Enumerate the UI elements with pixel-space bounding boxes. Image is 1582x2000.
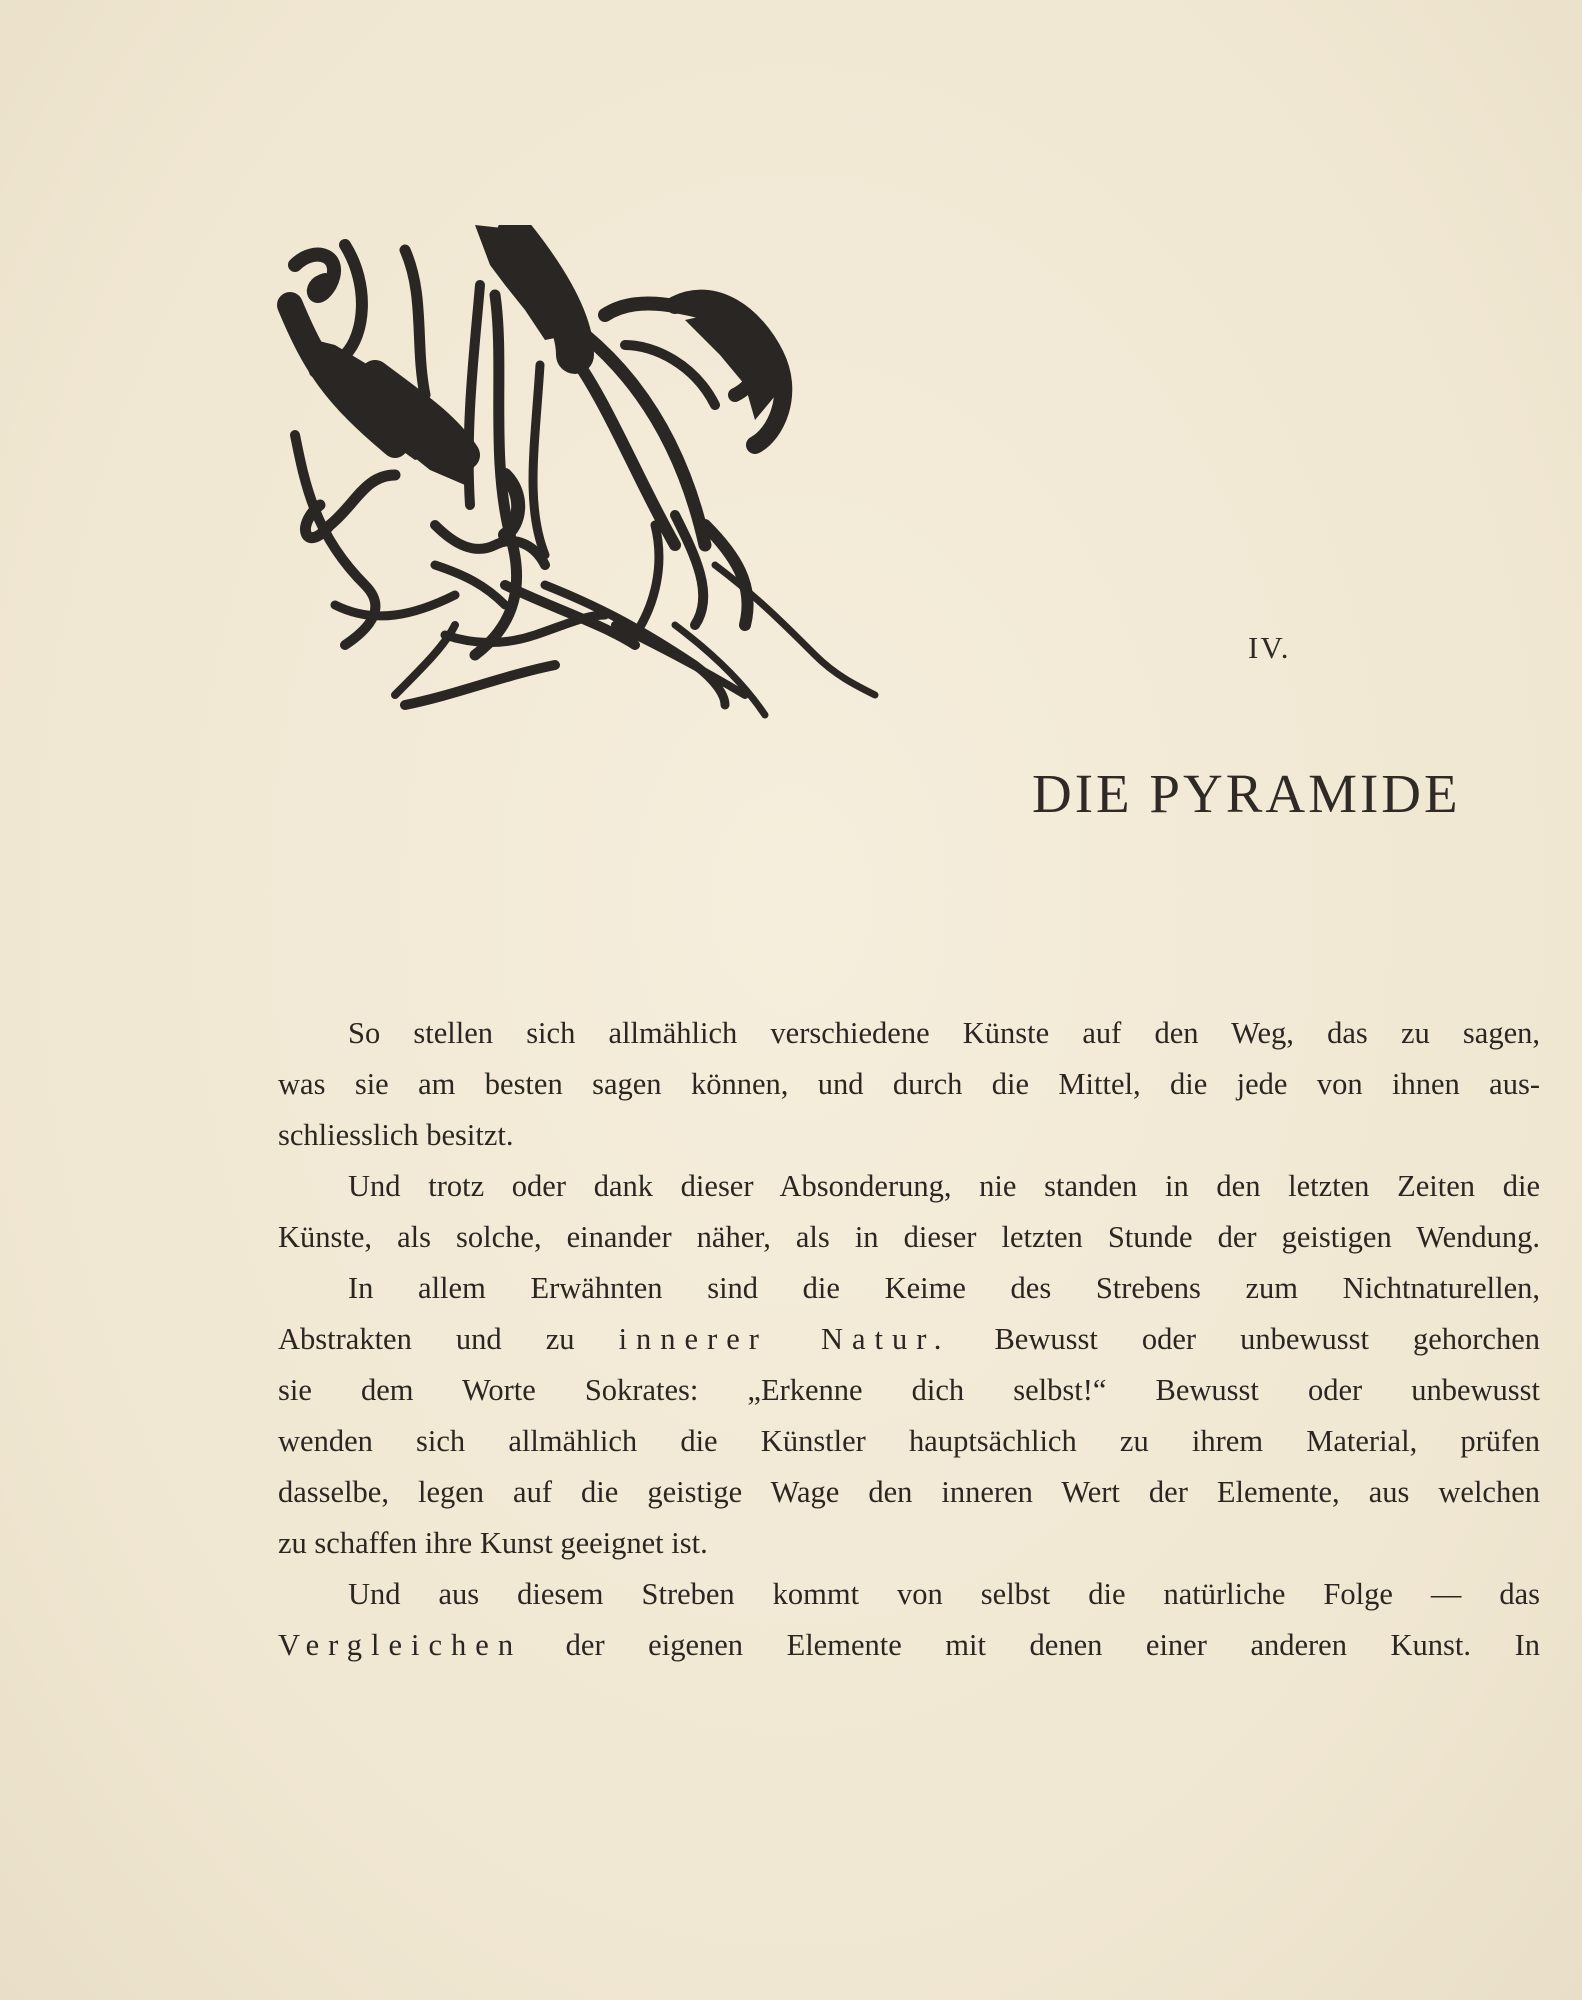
text-fragment: Bewusst oder unbewusst gehorchen xyxy=(950,1322,1541,1356)
text-line: zu schaffen ihre Kunst geeignet ist. xyxy=(278,1526,708,1560)
text-line: Künste, als solche, einander näher, als in dieser letzten Stunde der geistigen Wendung. xyxy=(278,1220,1540,1254)
text-line: wenden sich allmählich die Künstler hauptsächlich zu ihrem Material, prüfen xyxy=(278,1424,1540,1458)
chapter-title: DIE PYRAMIDE xyxy=(1032,763,1461,824)
text-fragment: der eigenen Elemente mit denen einer anderen Kunst. In xyxy=(522,1628,1540,1662)
chapter-number: IV. xyxy=(1248,630,1291,665)
emphasis-spaced: Vergleichen xyxy=(278,1628,523,1662)
text-line xyxy=(278,1620,1540,1671)
text-line: Und aus diesem Streben kommt von selbst die natürliche Folge — das xyxy=(348,1577,1540,1611)
text-line: dasselbe, legen auf die geistige Wage den inneren Wert der Elemente, aus welchen xyxy=(278,1475,1540,1509)
text-line xyxy=(278,1314,1540,1365)
body-text xyxy=(278,1008,1540,1671)
text-line: was sie am besten sagen können, und durch die Mittel, die jede von ihnen aus- xyxy=(278,1067,1540,1101)
woodcut-illustration xyxy=(275,225,1015,875)
text-line: Und trotz oder dank dieser Absonderung, nie standen in den letzten Zeiten die xyxy=(348,1169,1540,1203)
text-line: So stellen sich allmählich verschiedene Künste auf den Weg, das zu sagen, xyxy=(348,1016,1540,1050)
text-line: In allem Erwähnten sind die Keime des Strebens zum Nichtnaturellen, xyxy=(348,1271,1540,1305)
text-line: schliesslich besitzt. xyxy=(278,1118,514,1152)
emphasis-spaced: innerer Natur. xyxy=(618,1322,951,1356)
text-fragment: Abstrakten und zu xyxy=(278,1322,619,1356)
text-line: sie dem Worte Sokrates: „Erkenne dich selbst!“ Bewusst oder unbewusst xyxy=(278,1373,1540,1407)
